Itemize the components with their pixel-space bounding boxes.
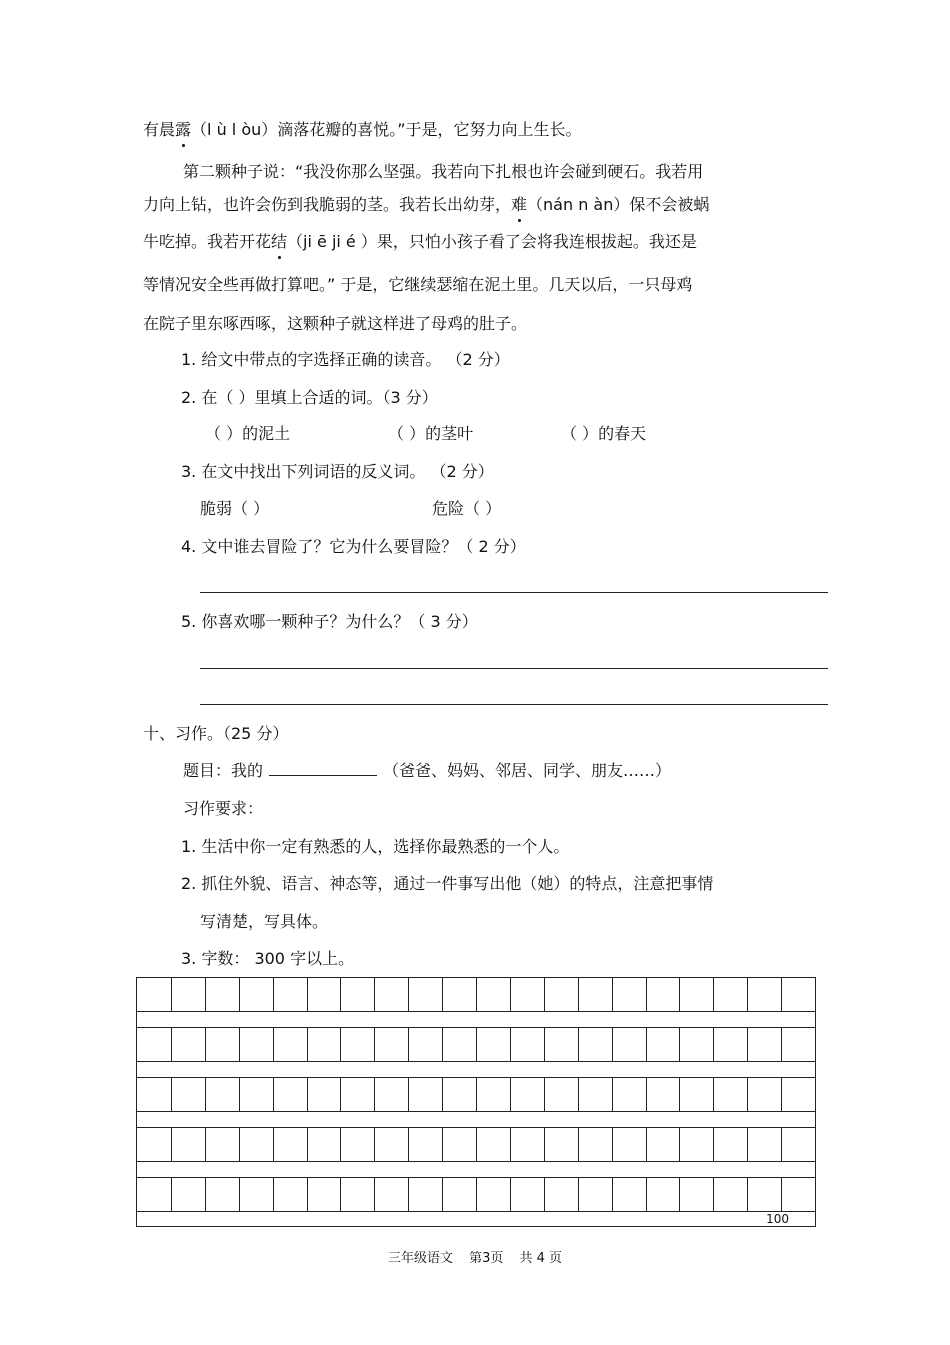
footer-subject: 三年级语文 [387,1251,453,1266]
grid-cell-divider [747,1028,748,1062]
grid-cell-divider [612,1078,613,1112]
pinyin-options: （l ù l òu） [191,120,278,139]
grid-cell-divider [476,1078,477,1112]
grid-row-gap [137,1112,815,1128]
grid-cell-divider [713,1178,714,1212]
grid-cell-divider [646,978,647,1012]
dotted-character: 难 [511,195,528,214]
grid-cell-divider [442,1028,443,1062]
answer-line [200,592,828,593]
requirements-title: 习作要求： [183,799,264,818]
grid-cell-divider [510,1078,511,1112]
grid-cell-divider [205,1178,206,1212]
grid-cell-divider [713,1028,714,1062]
grid-cell-divider [273,1028,274,1062]
grid-cell-divider [374,1178,375,1212]
grid-cell-divider [781,1178,782,1212]
grid-cell-divider [205,1078,206,1112]
grid-cell-divider [510,1178,511,1212]
grid-cell-divider [273,1128,274,1162]
grid-cell-divider [713,1078,714,1112]
composition-heading: 十、习作。（25 分） [143,724,289,743]
grid-row [137,1028,815,1062]
grid-cell-divider [307,978,308,1012]
grid-cell-divider [205,1028,206,1062]
pinyin-options: （nán n àn） [527,195,630,214]
grid-cell-divider [408,1078,409,1112]
grid-cell-divider [476,978,477,1012]
grid-cell-divider [442,1128,443,1162]
grid-cell-divider [171,1078,172,1112]
grid-cell-divider [679,1178,680,1212]
grid-cell-divider [646,1178,647,1212]
grid-cell-divider [510,978,511,1012]
grid-cell-divider [408,978,409,1012]
writing-grid [136,977,816,1227]
grid-cell-divider [307,1128,308,1162]
grid-cell-divider [171,1178,172,1212]
question-3-blank-a: 脆弱（ ） [200,499,270,518]
grid-cell-divider [408,1178,409,1212]
grid-cell-divider [747,978,748,1012]
dotted-character: 结 [271,232,288,251]
grid-cell-divider [408,1028,409,1062]
grid-cell-divider [239,1128,240,1162]
question-2-blank-c: （ ）的春天 [561,424,647,443]
grid-row [137,1078,815,1112]
grid-cell-divider [646,1078,647,1112]
question-3-blank-b: 危险（ ） [432,499,502,518]
requirement-2: 2. 抓住外貌、语言、神态等，通过一件事写出他（她）的特点，注意把事情 [181,874,714,893]
grid-cell-divider [747,1178,748,1212]
passage-line-3: 力向上钻，也许会伤到我脆弱的茎。我若长出幼芽，难（nán n àn）保不会被蜗 [143,195,710,214]
grid-cell-divider [578,1128,579,1162]
passage-line-2: 第二颗种子说：“我没你那么坚强。我若向下扎根也许会碰到硬石。我若用 [183,162,704,181]
grid-cell-divider [239,1078,240,1112]
answer-line [200,668,828,669]
grid-cell-divider [781,978,782,1012]
grid-cell-divider [544,978,545,1012]
grid-cell-divider [544,1078,545,1112]
grid-cell-divider [374,1128,375,1162]
grid-cell-divider [273,1078,274,1112]
grid-cell-divider [205,978,206,1012]
grid-cell-divider [171,1028,172,1062]
grid-cell-divider [374,1028,375,1062]
question-2-blank-a: （ ）的泥土 [205,424,291,443]
answer-line [200,704,828,705]
question-3: 3. 在文中找出下列词语的反义词。 （2 分） [181,462,494,481]
grid-cell-divider [679,978,680,1012]
grid-cell-divider [578,1028,579,1062]
grid-cell-divider [442,1078,443,1112]
grid-cell-divider [679,1128,680,1162]
grid-cell-divider [679,1078,680,1112]
composition-topic: 题目：我的 （爸爸、妈妈、邻居、同学、朋友……） [183,761,672,780]
grid-cell-divider [374,978,375,1012]
grid-cell-divider [239,1028,240,1062]
grid-cell-divider [578,978,579,1012]
question-4: 4. 文中谁去冒险了？它为什么要冒险？（ 2 分） [181,537,526,556]
grid-cell-divider [612,1178,613,1212]
grid-character-count: 100 [766,1212,789,1226]
grid-cell-divider [713,978,714,1012]
question-1: 1. 给文中带点的字选择正确的读音。 （2 分） [181,350,510,369]
grid-row [137,1128,815,1162]
question-2: 2. 在（ ）里填上合适的词。（3 分） [181,388,438,407]
passage-line-5: 等情况安全些再做打算吧。” 于是，它继续瑟缩在泥土里。几天以后，一只母鸡 [143,275,693,294]
grid-cell-divider [578,1178,579,1212]
grid-cell-divider [781,1078,782,1112]
grid-row-gap [137,1162,815,1178]
footer-page-number: 第3页 [469,1251,504,1266]
grid-row [137,978,815,1012]
grid-cell-divider [510,1128,511,1162]
grid-cell-divider [307,1178,308,1212]
passage-line-1: 有晨露（l ù l òu）滴落花瓣的喜悦。”于是，它努力向上生长。 [143,120,582,139]
grid-cell-divider [747,1078,748,1112]
grid-cell-divider [340,1028,341,1062]
grid-row-gap [137,1212,815,1228]
passage-line-4: 牛吃掉。我若开花结（ji ē ji é ）果，只怕小孩子看了会将我连根拔起。我还是 [143,232,697,251]
grid-cell-divider [442,978,443,1012]
grid-cell-divider [612,1128,613,1162]
passage-line-6: 在院子里东啄西啄，这颗种子就这样进了母鸡的肚子。 [143,314,528,333]
grid-cell-divider [340,1178,341,1212]
topic-blank [269,761,377,776]
grid-cell-divider [612,1028,613,1062]
grid-cell-divider [476,1128,477,1162]
grid-cell-divider [307,1078,308,1112]
grid-cell-divider [273,1178,274,1212]
grid-row [137,1178,815,1212]
grid-cell-divider [679,1028,680,1062]
grid-cell-divider [544,1178,545,1212]
grid-cell-divider [239,978,240,1012]
grid-cell-divider [307,1028,308,1062]
grid-cell-divider [442,1178,443,1212]
grid-cell-divider [171,978,172,1012]
grid-cell-divider [205,1128,206,1162]
grid-cell-divider [713,1128,714,1162]
grid-cell-divider [340,1078,341,1112]
question-5: 5. 你喜欢哪一颗种子？为什么？（ 3 分） [181,612,478,631]
grid-cell-divider [340,978,341,1012]
dotted-character: 露 [175,120,192,139]
requirement-3: 3. 字数： 300 字以上。 [181,949,355,968]
footer-total-pages: 共 4 页 [519,1251,563,1266]
requirement-2-cont: 写清楚，写具体。 [200,912,329,931]
grid-row-gap [137,1012,815,1028]
grid-cell-divider [510,1028,511,1062]
grid-cell-divider [747,1128,748,1162]
grid-row-gap [137,1062,815,1078]
grid-cell-divider [476,1178,477,1212]
grid-cell-divider [578,1078,579,1112]
grid-cell-divider [408,1128,409,1162]
grid-cell-divider [646,1128,647,1162]
grid-cell-divider [781,1028,782,1062]
pinyin-options: （ji ē ji é ） [287,232,377,251]
grid-cell-divider [171,1128,172,1162]
grid-cell-divider [612,978,613,1012]
requirement-1: 1. 生活中你一定有熟悉的人，选择你最熟悉的一个人。 [181,837,570,856]
grid-cell-divider [544,1028,545,1062]
grid-cell-divider [646,1028,647,1062]
grid-cell-divider [374,1078,375,1112]
grid-cell-divider [340,1128,341,1162]
grid-cell-divider [781,1128,782,1162]
page-footer [0,1247,950,1266]
grid-cell-divider [544,1128,545,1162]
question-2-blank-b: （ ）的茎叶 [388,424,474,443]
grid-cell-divider [476,1028,477,1062]
grid-cell-divider [273,978,274,1012]
grid-cell-divider [239,1178,240,1212]
